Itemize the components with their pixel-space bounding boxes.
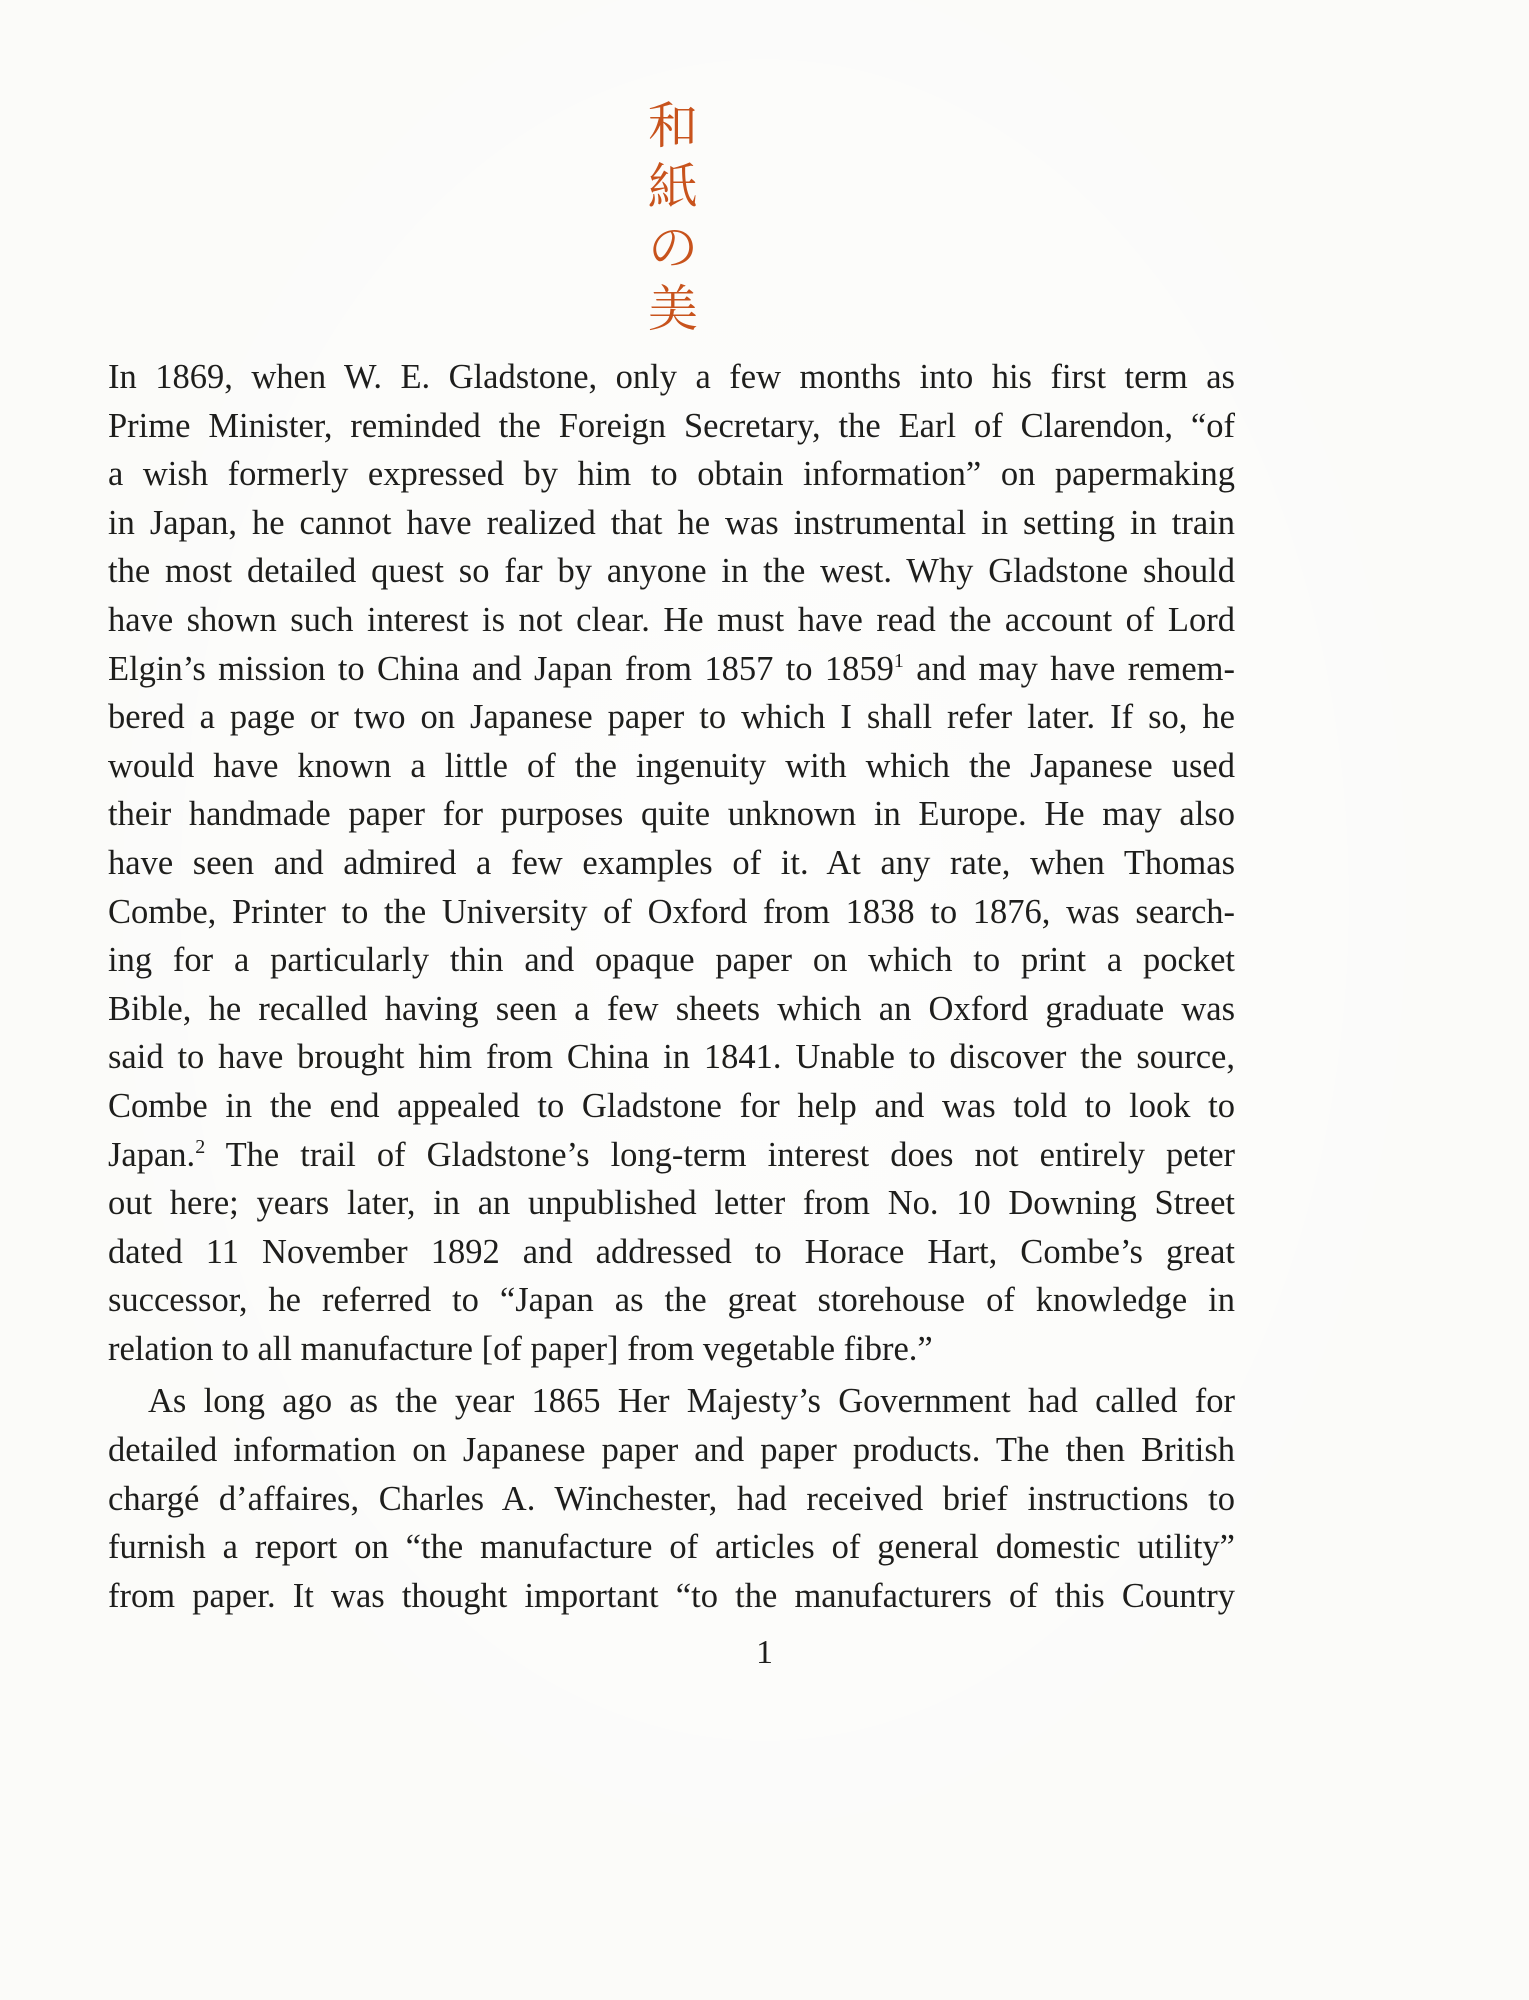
text-line: Bible, he recalled having seen a few sheets which an Oxford graduate was bbox=[108, 989, 1235, 1028]
text-line: dated 11 November 1892 and addressed to Horace Hart, Combe’s great bbox=[108, 1232, 1235, 1271]
text-line: would have known a little of the ingenuity with which the Japanese used bbox=[108, 746, 1235, 785]
heading-char: 和 bbox=[648, 97, 698, 155]
text-line: As long ago as the year 1865 Her Majesty’s Government had called for bbox=[148, 1382, 1235, 1421]
text-line: from paper. It was thought important “to the manufacturers of this Country bbox=[108, 1576, 1235, 1615]
text-line: out here; years later, in an unpublished letter from No. 10 Downing Street bbox=[108, 1184, 1235, 1223]
text-line: ing for a particularly thin and opaque paper on which to print a pocket bbox=[108, 941, 1235, 980]
footnote-ref-2[interactable]: 2 bbox=[195, 1135, 206, 1158]
text-line: said to have brought him from China in 1841. Unable to discover the source, bbox=[108, 1038, 1235, 1077]
text-run: and may have remem- bbox=[903, 649, 1235, 688]
text-line bbox=[108, 1131, 1235, 1180]
heading-char: 美 bbox=[648, 280, 698, 338]
text-line: Combe, Printer to the University of Oxford from 1838 to 1876, was search- bbox=[108, 892, 1235, 931]
text-line: In 1869, when W. E. Gladstone, only a few months into his first term as bbox=[108, 358, 1235, 396]
text-run: Japan. bbox=[108, 1135, 196, 1174]
footnote-ref-1[interactable]: 1 bbox=[893, 649, 904, 672]
text-line: Prime Minister, reminded the Foreign Secretary, the Earl of Clarendon, “of bbox=[108, 406, 1235, 445]
heading-char: の bbox=[648, 219, 698, 277]
text-line: have seen and admired a few examples of it. At any rate, when Thomas bbox=[108, 843, 1235, 882]
text-line: Combe in the end appealed to Gladstone for help and was told to look to bbox=[108, 1086, 1235, 1125]
text-line: bered a page or two on Japanese paper to which I shall refer later. If so, he bbox=[108, 698, 1235, 737]
kanji-heading bbox=[637, 96, 709, 340]
text-line: relation to all manufacture [of paper] from vegetable fibre.” bbox=[108, 1329, 933, 1368]
heading-char: 紙 bbox=[648, 158, 698, 216]
text-line: a wish formerly expressed by him to obtain information” on papermaking bbox=[108, 455, 1235, 494]
text-run: Elgin’s mission to China and Japan from 1857 to 1859 bbox=[108, 649, 894, 688]
text-line: the most detailed quest so far by anyone in the west. Why Gladstone should bbox=[108, 552, 1235, 591]
text-line: furnish a report on “the manufacture of articles of general domestic utility” bbox=[108, 1528, 1235, 1567]
text-run: The trail of Gladstone’s long-term interest does not entirely peter bbox=[205, 1135, 1235, 1174]
text-line: detailed information on Japanese paper and paper products. The then British bbox=[108, 1431, 1235, 1470]
body-text bbox=[108, 353, 1235, 1620]
text-line: chargé d’affaires, Charles A. Winchester, had received brief instructions to bbox=[108, 1479, 1235, 1518]
text-line: their handmade paper for purposes quite unknown in Europe. He may also bbox=[108, 795, 1235, 834]
text-line bbox=[108, 645, 1235, 694]
text-line: have shown such interest is not clear. He must have read the account of Lord bbox=[108, 600, 1235, 639]
text-line: in Japan, he cannot have realized that he was instrumental in setting in train bbox=[108, 503, 1235, 542]
page-number: 1 bbox=[756, 1634, 773, 1671]
text-line: successor, he referred to “Japan as the great storehouse of knowledge in bbox=[108, 1281, 1235, 1320]
